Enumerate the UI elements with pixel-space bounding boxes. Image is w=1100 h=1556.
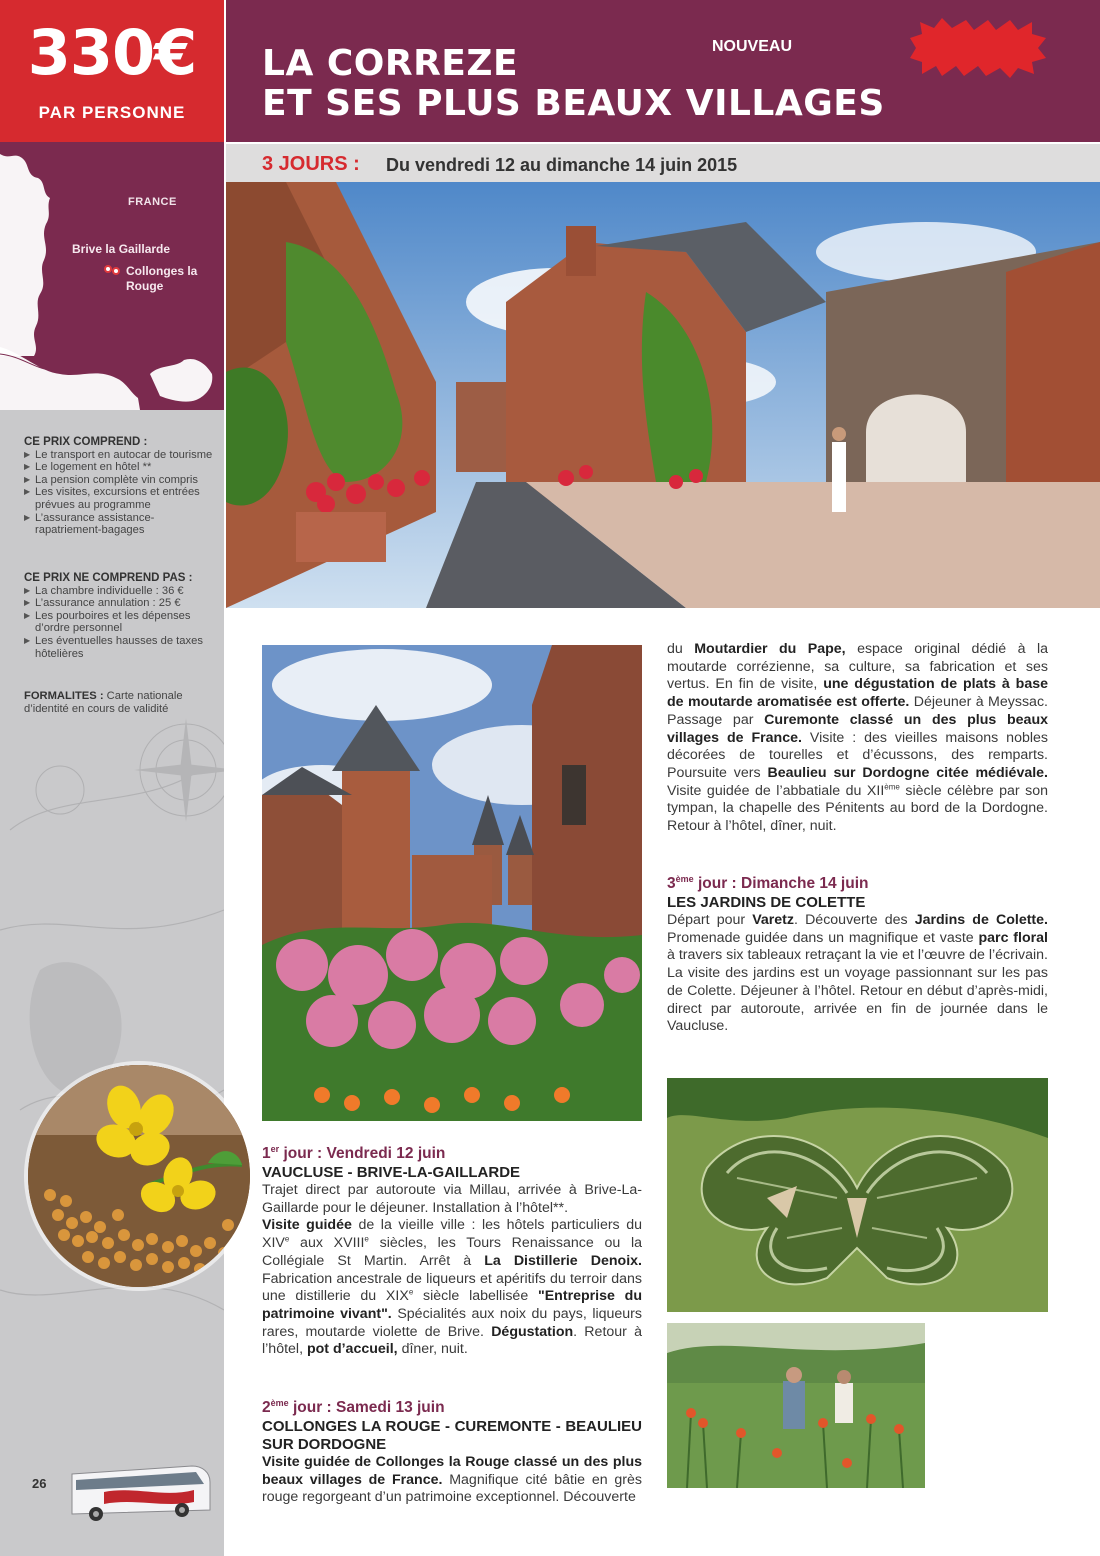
page-header: [226, 0, 1100, 142]
text-run: Varetz: [752, 912, 795, 928]
list-item: ▶ La pension complète vin compris: [24, 474, 220, 487]
date-bar: [226, 144, 1100, 182]
text-sup: e: [408, 1287, 414, 1297]
text-run: Visite guidée de l’abbatiale du XII: [667, 782, 885, 799]
day2-continued: [667, 641, 1048, 836]
day1-heading: [262, 1144, 642, 1164]
text-run: espace original dédié à la moutarde corrézienne, sa culture, sa fabrication et ses vertus. En fin de visite,: [667, 641, 1048, 693]
formalites-label: FORMALITES :: [24, 690, 104, 702]
day3-heading: [667, 874, 1048, 894]
day-title: jour : Samedi 13 juin: [292, 1399, 445, 1416]
text-run: du: [667, 641, 695, 657]
mustard-flower-illustration: [28, 1065, 250, 1287]
day2-subtitle: COLLONGES LA ROUGE - CUREMONTE - BEAULIEU SUR DORDOGNE: [262, 1418, 642, 1453]
price-info-panel: [0, 410, 224, 1556]
text-run: Départ pour: [667, 912, 753, 928]
text-run: aux XVIII: [289, 1235, 365, 1252]
text-run: siècle labellisée: [413, 1288, 538, 1305]
day-number: 3: [667, 875, 676, 892]
text-run: La Distillerie Denoix.: [484, 1252, 642, 1269]
colette-gardens-flowers-photo: [667, 1323, 925, 1488]
mustard-flower-photo: [28, 1065, 250, 1287]
day3-subtitle: LES JARDINS DE COLETTE: [667, 894, 866, 911]
map-country-label: FRANCE: [128, 196, 177, 208]
text-run: de la vieille ville : les hôtels particuliers du XIV: [262, 1217, 642, 1252]
day1-text: [262, 1182, 642, 1359]
new-badge-label: NOUVEAU: [711, 38, 792, 55]
text-run: dîner, nuit.: [397, 1341, 468, 1358]
trip-duration: 3 JOURS :: [262, 153, 360, 175]
text-run: Visite guidée de Collonges la Rouge classé un des plus beaux villages de France.: [262, 1454, 642, 1488]
price-box: [0, 0, 224, 142]
list-item: ▶ Le transport en autocar de tourisme: [24, 449, 220, 462]
day2-text-part1: [262, 1454, 642, 1507]
text-run: Moutardier du Pape,: [694, 641, 846, 657]
map-marker-icon: [112, 267, 120, 275]
includes-section: [24, 436, 220, 537]
day2-heading: [262, 1398, 642, 1418]
starburst-badge-icon: [910, 18, 1046, 78]
list-item: ▶ Les éventuelles hausses de taxes hôtelières: [24, 635, 220, 660]
day3-section: [667, 874, 1048, 1036]
text-run: . Découverte des: [794, 912, 915, 928]
trip-dates: Du vendredi 12 au dimanche 14 juin 2015: [386, 155, 738, 175]
formalites-section: [24, 690, 220, 715]
map-markers: [104, 265, 124, 275]
text-run: pot d’accueil,: [306, 1341, 398, 1358]
text-run: Curemonte classé un des plus beaux villages de France.: [667, 711, 1049, 746]
text-run: siècle célèbre par son tympan, la chapelle des Pénitents au bord de la Dordogne. Retour à l’hôtel, dîner, nuit.: [667, 782, 1048, 835]
day3-text: [667, 912, 1048, 1036]
includes-title: CE PRIX COMPREND :: [24, 436, 148, 448]
text-run: Beaulieu sur Dordogne citée médiévale.: [767, 764, 1048, 781]
list-item: ▶ Les pourboires et les dépenses d’ordre personnel: [24, 610, 220, 635]
text-run: Visite : des vieilles maisons nobles décorées de tourelles et d’écussons, des remparts. Poursuite vers: [667, 729, 1048, 781]
day-number: 1: [262, 1145, 271, 1162]
text-run: parc floral: [978, 929, 1048, 946]
text-run: Dégustation: [491, 1323, 574, 1340]
text-run: Visite guidée: [262, 1217, 352, 1234]
day1-section: [262, 1144, 642, 1359]
coach-bus-icon: [64, 1458, 214, 1524]
text-run: à travers six tableaux retraçant la vie et l’œuvre de l’écrivain. La visite des jardins est un voyage passionnant sur les pas de Colette. Déjeuner à l’hôtel. Retour en début d’après-midi, direct par autoroute, arrivée en fin de journée dans le Vaucluse.: [667, 947, 1048, 1035]
excludes-title: CE PRIX NE COMPREND PAS :: [24, 572, 193, 584]
text-run: Magnifique cité bâtie en grès rouge regorgeant d’un patrimoine exceptionnel. Découverte: [262, 1471, 642, 1506]
map-city-collonges: Collonges la Rouge: [126, 264, 198, 293]
excludes-section: [24, 572, 220, 660]
day-title: jour : Vendredi 12 juin: [283, 1145, 446, 1162]
ordinal-suffix: er: [270, 1143, 280, 1154]
page-title-line1: LA CORREZE: [262, 43, 519, 84]
route-map: [0, 142, 224, 410]
list-item: ▶ Le logement en hôtel **: [24, 461, 220, 474]
list-item: ▶ Les visites, excursions et entrées prévues au programme: [24, 486, 220, 511]
text-run: Déjeuner à Meyssac. Passage par: [667, 694, 1048, 728]
price-label: PAR PERSONNE: [38, 103, 186, 122]
day1-subtitle: VAUCLUSE - BRIVE-LA-GAILLARDE: [262, 1164, 521, 1181]
text-run: siècles, les Tours Renaissance ou la Collégiale St Martin. Arrêt à: [262, 1235, 642, 1269]
text-sup: ème: [884, 781, 900, 791]
text-sup: e: [364, 1234, 369, 1244]
page-number: 26: [32, 1476, 47, 1491]
page-title-line2: ET SES PLUS BEAUX VILLAGES: [262, 83, 885, 124]
collonges-street-photo: [226, 182, 1100, 608]
list-item: ▶ L’assurance annulation : 25 €: [24, 597, 220, 610]
day-title: jour : Dimanche 14 juin: [697, 875, 869, 892]
day2-section: [262, 1398, 642, 1507]
price-amount: 330€: [27, 16, 197, 89]
ordinal-suffix: ème: [675, 873, 694, 884]
text-run: Fabrication ancestrale de liqueurs et apéritifs du terroir dans une distillerie du XIX: [262, 1270, 642, 1305]
text-run: Promenade guidée dans un magnifique et vaste: [667, 929, 979, 946]
text-run: Trajet direct par autoroute via Millau, arrivée à Brive-La-Gaillarde pour le déjeuner. Installation à l’hôtel**.: [262, 1182, 642, 1216]
map-city-brive: Brive la Gaillarde: [72, 242, 171, 256]
text-run: "Entreprise du patrimoine vivant".: [262, 1288, 642, 1322]
day-number: 2: [262, 1399, 271, 1416]
ordinal-suffix: ème: [270, 1397, 289, 1408]
formalites-text: Carte nationale d’identité en cours de validité: [24, 690, 183, 715]
text-sup: e: [284, 1234, 290, 1244]
collonges-village-photo: [262, 645, 642, 1121]
text-run: une dégustation de plats à base de moutarde aromatisée est offerte.: [667, 676, 1048, 711]
text-run: Jardins de Colette.: [914, 912, 1048, 928]
text-run: Spécialités aux noix du pays, liqueurs rares, moutarde violette de Brive.: [262, 1305, 642, 1340]
list-item: ▶ L’assurance assistance-rapatriement-bagages: [24, 512, 220, 537]
text-run: . Retour à l’hôtel,: [262, 1323, 642, 1358]
includes-list: [24, 449, 220, 537]
list-item: ▶ La chambre individuelle : 36 €: [24, 585, 220, 598]
colette-gardens-maze-photo: [667, 1078, 1048, 1312]
map-marker-icon: [104, 265, 112, 273]
excludes-list: [24, 585, 220, 661]
